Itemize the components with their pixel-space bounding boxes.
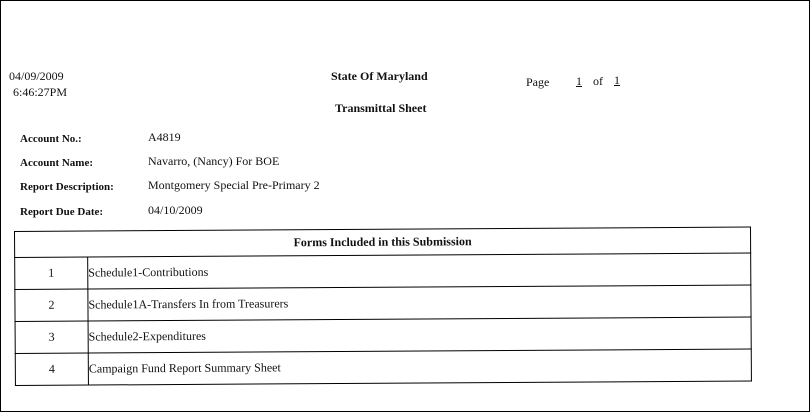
table-row xyxy=(15,253,751,289)
form-row-number: 4 xyxy=(15,353,88,385)
form-row-name: Schedule1A-Transfers In from Treasurers xyxy=(88,285,751,321)
form-row-number: 3 xyxy=(15,321,88,353)
table-row xyxy=(15,317,751,353)
of-label: of xyxy=(593,74,603,88)
report-date: 04/09/2009 xyxy=(9,69,64,83)
page-total: 1 xyxy=(614,73,620,87)
report-description-label: Report Description: xyxy=(20,181,114,193)
account-number-label: Account No.: xyxy=(20,133,82,145)
form-row-number: 1 xyxy=(15,257,88,289)
account-number-value: A4819 xyxy=(148,130,181,144)
form-row-name: Schedule1-Contributions xyxy=(88,253,751,289)
page-label: Page xyxy=(526,75,550,89)
forms-table xyxy=(14,226,752,385)
account-name-label: Account Name: xyxy=(20,157,94,169)
table-row xyxy=(15,349,751,385)
account-name-value: Navarro, (Nancy) For BOE xyxy=(148,154,280,168)
page-number: 1 xyxy=(576,74,582,88)
report-time: 6:46:27PM xyxy=(13,85,68,99)
report-due-date-label: Report Due Date: xyxy=(20,206,104,218)
forms-table-heading: Forms Included in this Submission xyxy=(15,227,751,257)
form-row-name: Schedule2-Expenditures xyxy=(88,317,751,353)
report-description-value: Montgomery Special Pre-Primary 2 xyxy=(148,178,320,192)
report-due-date-value: 04/10/2009 xyxy=(148,203,203,217)
state-heading: State Of Maryland xyxy=(331,69,428,83)
form-row-name: Campaign Fund Report Summary Sheet xyxy=(88,349,751,385)
form-row-number: 2 xyxy=(15,289,88,321)
page-title: Transmittal Sheet xyxy=(335,101,427,115)
table-row xyxy=(15,285,751,321)
